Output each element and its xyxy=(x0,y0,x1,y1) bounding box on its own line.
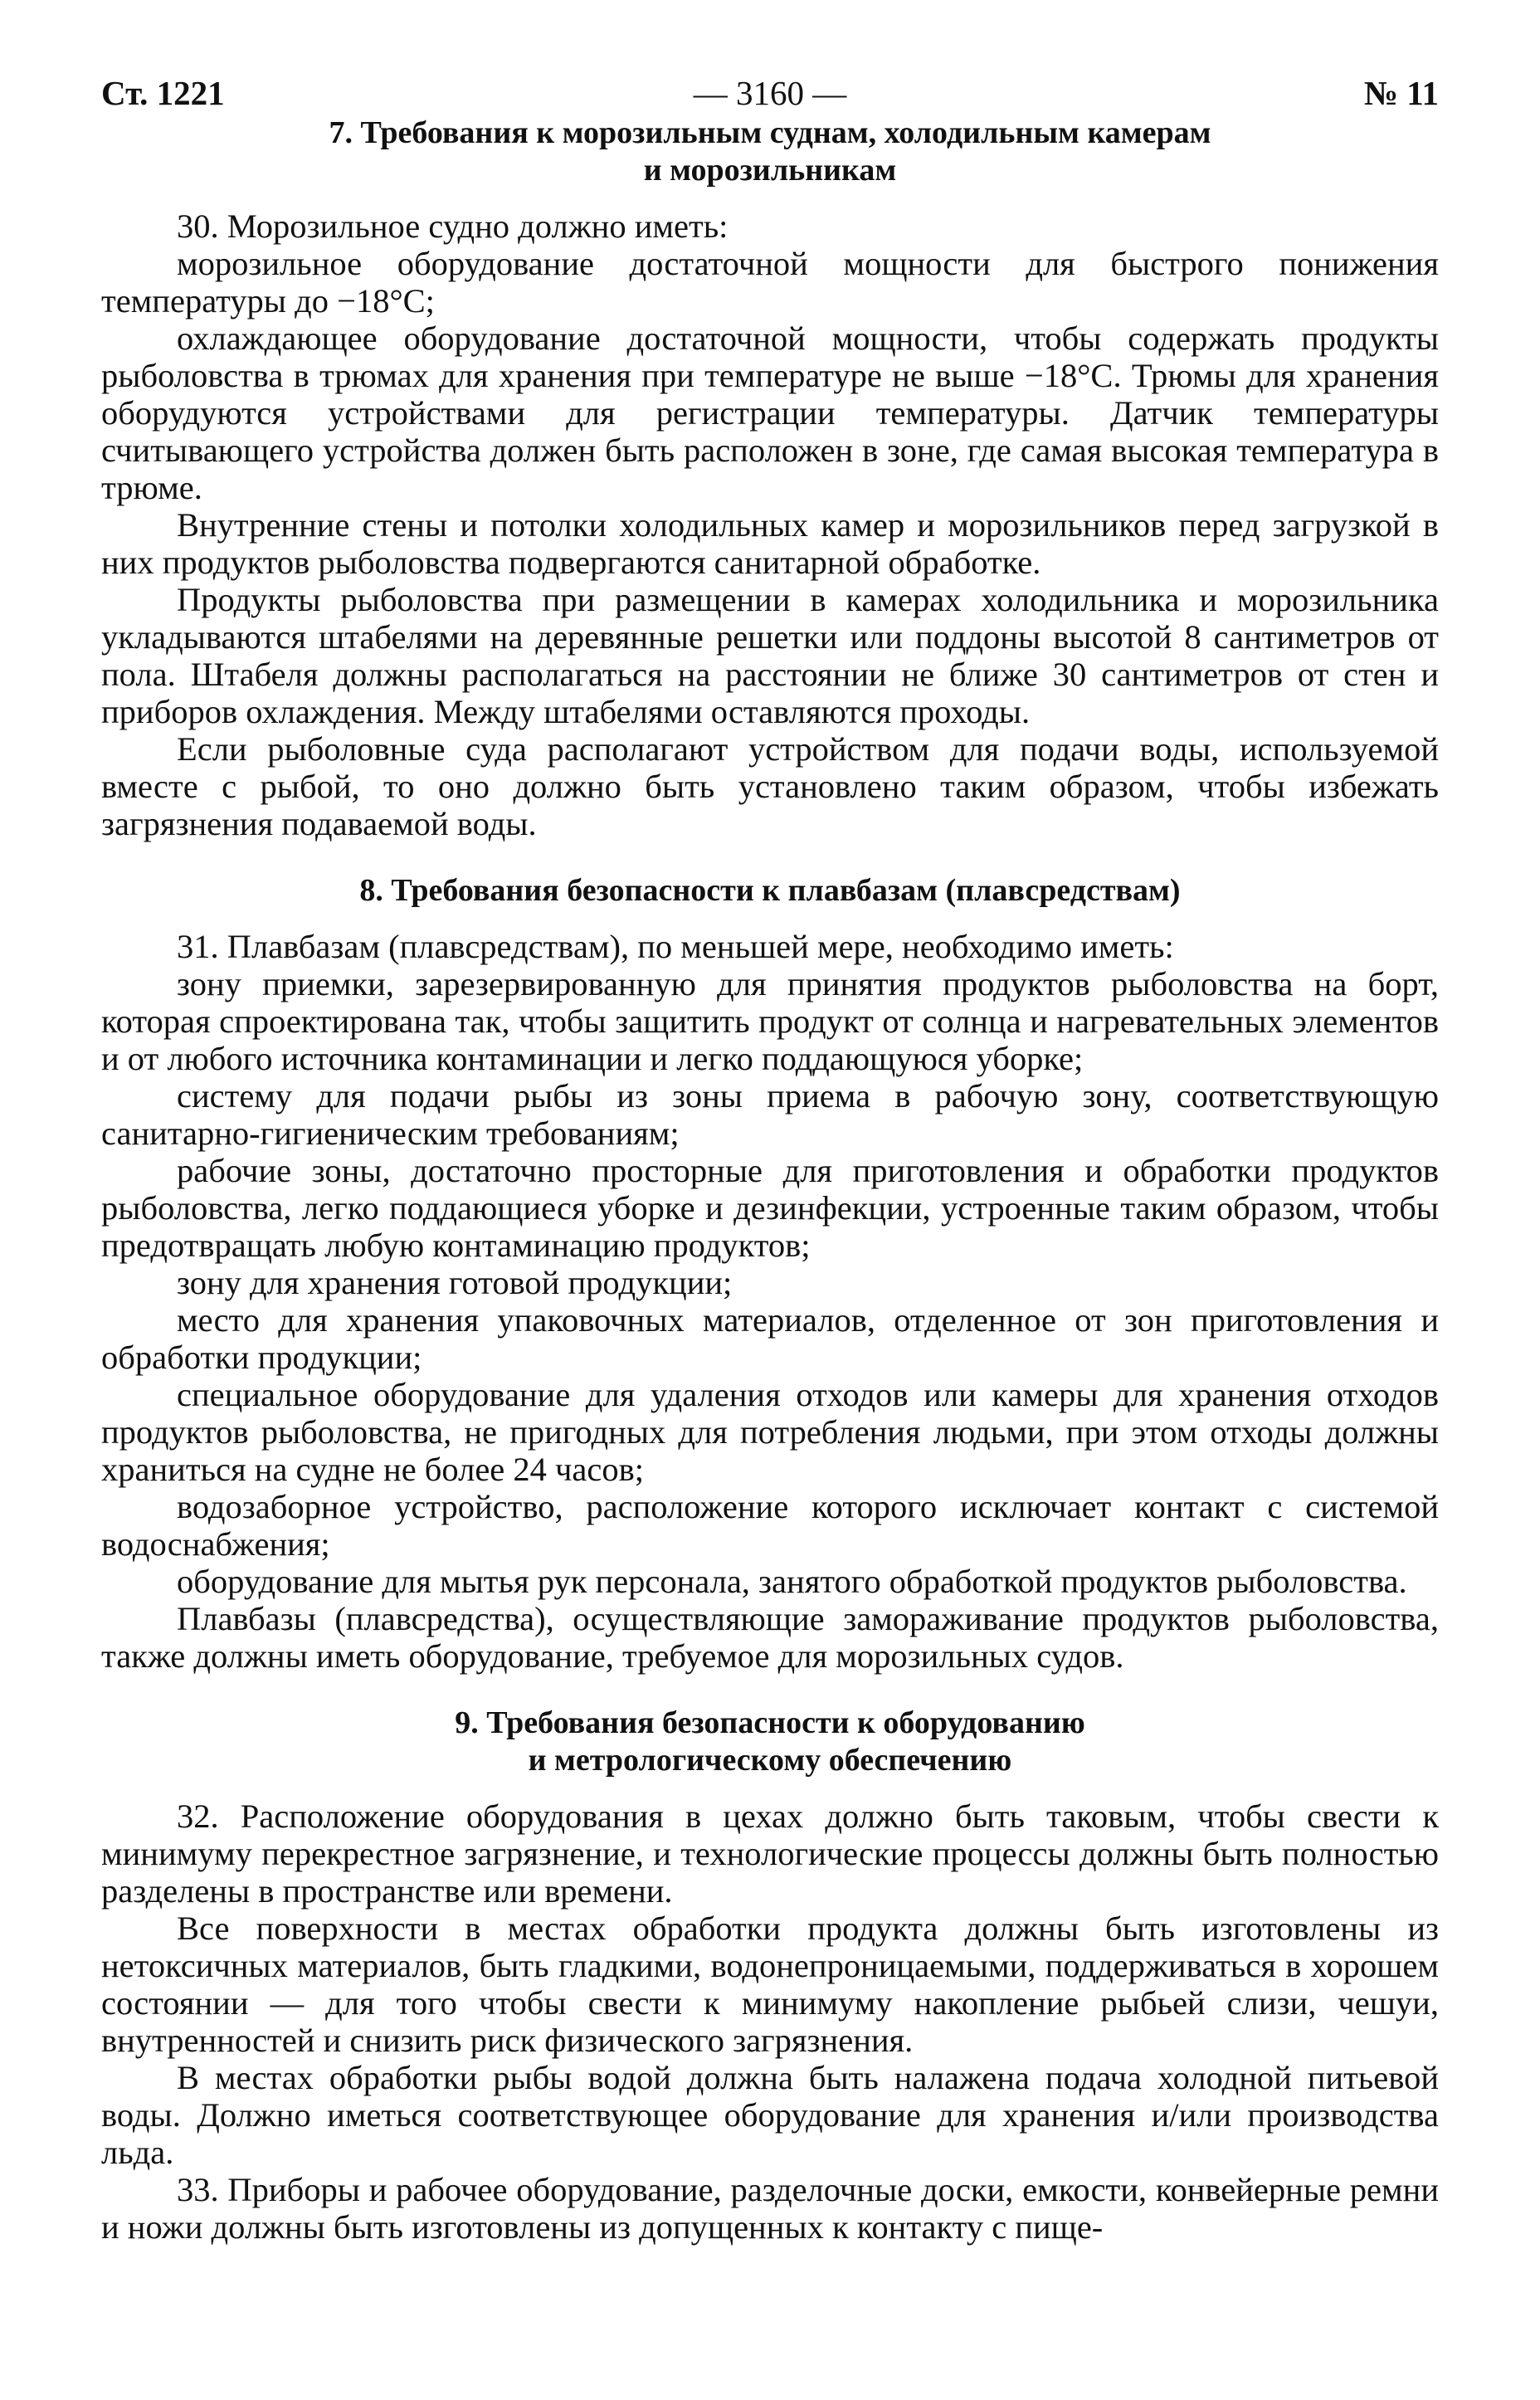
paragraph: специальное оборудование для удаления отходов или камеры для хранения отходов продуктов рыболовства, не пригодных для потребления людьми, при этом отходы должны храниться на судне не более 24 часов; xyxy=(101,1376,1439,1488)
paragraph: охлаждающее оборудование достаточной мощности, чтобы содержать продукты рыболовства в трюмах для хранения при температуре не выше −18°C. Трюмы для хранения оборудуются устройствами для регистрации температуры. Датчик температуры считывающего устройства должен быть расположен в зоне, где самая высокая температура в трюме. xyxy=(101,320,1439,506)
section-7-title xyxy=(101,115,1439,189)
header-page-number: — 3160 — xyxy=(693,74,847,112)
paragraph: морозильное оборудование достаточной мощности для быстрого понижения температуры до −18°C; xyxy=(101,245,1439,320)
paragraph: В местах обработки рыбы водой должна быть налажена подача холодной питьевой воды. Должно иметься соответствующее оборудование для хранения и/или производства льда. xyxy=(101,2059,1439,2171)
paragraph: 33. Приборы и рабочее оборудование, разделочные доски, емкости, конвейерные ремни и ножи должны быть изготовлены из допущенных к контакту с пище- xyxy=(101,2171,1439,2246)
paragraph: зону для хранения готовой продукции; xyxy=(177,1264,733,1301)
paragraph: оборудование для мытья рук персонала, занятого обработкой продуктов рыболовства. xyxy=(177,1563,1407,1600)
document-page xyxy=(101,71,1439,2246)
paragraph: Плавбазы (плавсредства), осуществляющие замораживание продуктов рыболовства, также должны иметь оборудование, требуемое для морозильных судов. xyxy=(101,1600,1439,1675)
header-article-number: Ст. 1221 xyxy=(101,74,225,112)
paragraph: Внутренние стены и потолки холодильных камер и морозильников перед загрузкой в них продуктов рыболовства подвергаются санитарной обработке. xyxy=(101,506,1439,581)
section-title-line: 7. Требования к морозильным суднам, холодильным камерам xyxy=(329,115,1211,150)
paragraph: 30. Морозильное судно должно иметь: xyxy=(177,207,729,245)
section-title-line: 8. Требования безопасности к плавбазам (плавсредствам) xyxy=(359,873,1181,908)
section-title-line: и морозильникам xyxy=(643,153,897,188)
section-8-title xyxy=(101,872,1439,910)
paragraph: 31. Плавбазам (плавсредствам), по меньшей мере, необходимо иметь: xyxy=(177,928,1174,965)
paragraph: Все поверхности в местах обработки продукта должны быть изготовлены из нетоксичных материалов, быть гладкими, водонепроницаемыми, поддерживаться в хорошем состоянии — для того чтобы свести к минимуму накопление рыбьей слизи, чешуи, внутренностей и снизить риск физического загрязнения. xyxy=(101,1910,1439,2059)
paragraph: водозаборное устройство, расположение которого исключает контакт с системой водоснабжения; xyxy=(101,1488,1439,1563)
section-9-title xyxy=(101,1705,1439,1779)
paragraph: место для хранения упаковочных материалов, отделенное от зон приготовления и обработки продукции; xyxy=(101,1301,1439,1376)
running-header xyxy=(101,71,1439,115)
section-title-line: 9. Требования безопасности к оборудованию xyxy=(455,1705,1085,1740)
paragraph: Продукты рыболовства при размещении в камерах холодильника и морозильника укладываются штабелями на деревянные решетки или поддоны высотой 8 сантиметров от пола. Штабеля должны располагаться на расстоянии не ближе 30 сантиметров от стен и приборов охлаждения. Между штабелями оставляются проходы. xyxy=(101,581,1439,730)
paragraph: 32. Расположение оборудования в цехах должно быть таковым, чтобы свести к минимуму перекрестное загрязнение, и технологические процессы должны быть полностью разделены в пространстве или времени. xyxy=(101,1798,1439,1910)
section-title-line: и метрологическому обеспечению xyxy=(528,1743,1012,1778)
paragraph: рабочие зоны, достаточно просторные для приготовления и обработки продуктов рыболовства, легко поддающиеся уборке и дезинфекции, устроенные таким образом, чтобы предотвращать любую контаминацию продуктов; xyxy=(101,1152,1439,1264)
paragraph: зону приемки, зарезервированную для принятия продуктов рыболовства на борт, которая спроектирована так, чтобы защитить продукт от солнца и нагревательных элементов и от любого источника контаминации и легко поддающуюся уборке; xyxy=(101,965,1439,1077)
header-issue-number: № 11 xyxy=(1363,74,1439,112)
paragraph: Если рыболовные суда располагают устройством для подачи воды, используемой вместе с рыбой, то оно должно быть установлено таким образом, чтобы избежать загрязнения подаваемой воды. xyxy=(101,730,1439,842)
paragraph: систему для подачи рыбы из зоны приема в рабочую зону, соответствующую санитарно-гигиеническим требованиям; xyxy=(101,1077,1439,1152)
